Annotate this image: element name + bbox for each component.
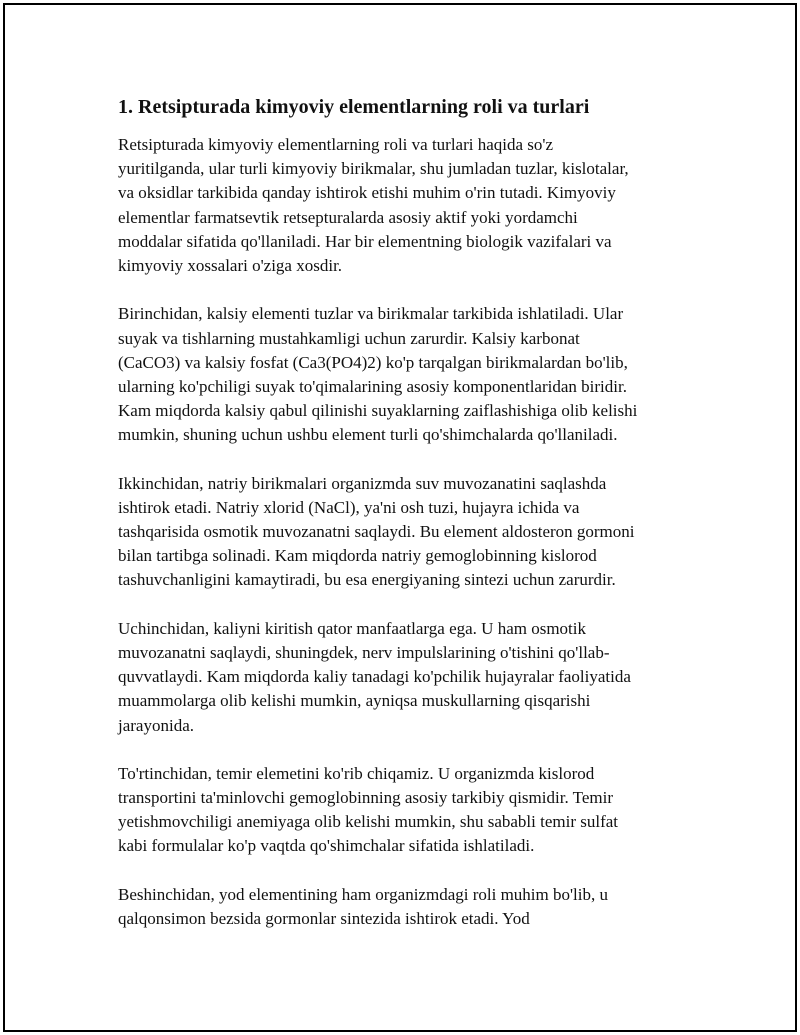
text-line: jarayonida. <box>118 715 194 735</box>
text-line: Beshinchidan, yod elementining ham organizmdagi roli muhim bo'lib, u <box>118 884 609 904</box>
text-line: Kam miqdorda kalsiy qabul qilinishi suyaklarning zaiflashishiga olib kelishi <box>118 401 638 421</box>
text-line: va oksidlar tarkibida qanday ishtirok etishi muhim o'rin tutadi. Kimyoviy <box>118 183 616 203</box>
paragraph-iodine <box>118 883 738 931</box>
text-line: tashqarisida osmotik muvozanatni saqlaydi. Bu element aldosteron gormoni <box>118 522 635 541</box>
text-line: ishtirok etadi. Natriy xlorid (NaCl), ya'ni osh tuzi, hujayra ichida va <box>118 497 580 517</box>
text-line: mumkin, shuning uchun ushbu element turli qo'shimchalarda qo'llaniladi. <box>118 425 618 445</box>
text-line: muammolarga olib kelishi mumkin, ayniqsa muskullarning qisqarishi <box>118 691 591 711</box>
text-line: moddalar sifatida qo'llaniladi. Har bir elementning biologik vazifalari va <box>118 231 612 251</box>
document-body <box>118 133 738 955</box>
text-line: kabi formulalar ko'p vaqtda qo'shimchalar sifatida ishlatiladi. <box>118 836 535 856</box>
text-line: tashuvchanligini kamaytiradi, bu esa energiyaning sintezi uchun zarurdir. <box>118 570 616 590</box>
text-line: yuritilganda, ular turli kimyoviy birikmalar, shu jumladan tuzlar, kislotalar, <box>118 159 629 179</box>
text-line: elementlar farmatsevtik retsepturalarda asosiy aktif yoki yordamchi <box>118 207 578 227</box>
text-line: Retsipturada kimyoviy elementlarning roli va turlari haqida so'z <box>118 135 554 154</box>
text-line: quvvatlaydi. Kam miqdorda kaliy tanadagi ko'pchilik hujayralar faoliyatida <box>118 667 631 687</box>
text-line: ularning ko'pchiligi suyak to'qimalarining asosiy komponentlaridan biridir. <box>118 376 627 396</box>
text-line: bilan tartibga solinadi. Kam miqdorda natriy gemoglobinning kislorod <box>118 546 597 566</box>
text-line: Uchinchidan, kaliyni kiritish qator manfaatlarga ega. U ham osmotik <box>118 618 587 638</box>
paragraph-iron <box>118 762 738 859</box>
text-line: muvozanatni saqlaydi, shuningdek, nerv impulslarining o'tishini qo'llab- <box>118 642 610 662</box>
text-line: (CaCO3) va kalsiy fosfat (Ca3(PO4)2) ko'p tarqalgan birikmalardan bo'lib, <box>118 352 628 372</box>
text-line: To'rtinchidan, temir elemetini ko'rib chiqamiz. U organizmda kislorod <box>118 763 595 783</box>
paragraph-intro <box>118 133 738 278</box>
text-line: yetishmovchiligi anemiyaga olib kelishi mumkin, shu sababli temir sulfat <box>118 812 619 832</box>
section-heading: 1. Retsipturada kimyoviy elementlarning roli va turlari <box>118 96 590 118</box>
text-line: Ikkinchidan, natriy birikmalari organizmda suv muvozanatini saqlashda <box>118 473 607 493</box>
text-line: transportini ta'minlovchi gemoglobinning asosiy tarkibiy qismidir. Temir <box>118 788 613 808</box>
text-line: Birinchidan, kalsiy elementi tuzlar va birikmalar tarkibida ishlatiladi. Ular <box>118 304 624 324</box>
text-line: suyak va tishlarning mustahkamligi uchun zarurdir. Kalsiy karbonat <box>118 328 580 348</box>
paragraph-calcium <box>118 302 738 447</box>
text-line: kimyoviy xossalari o'ziga xosdir. <box>118 255 343 275</box>
paragraph-potassium <box>118 617 738 738</box>
paragraph-sodium <box>118 472 738 593</box>
text-line: qalqonsimon bezsida gormonlar sintezida ishtirok etadi. Yod <box>118 909 530 928</box>
